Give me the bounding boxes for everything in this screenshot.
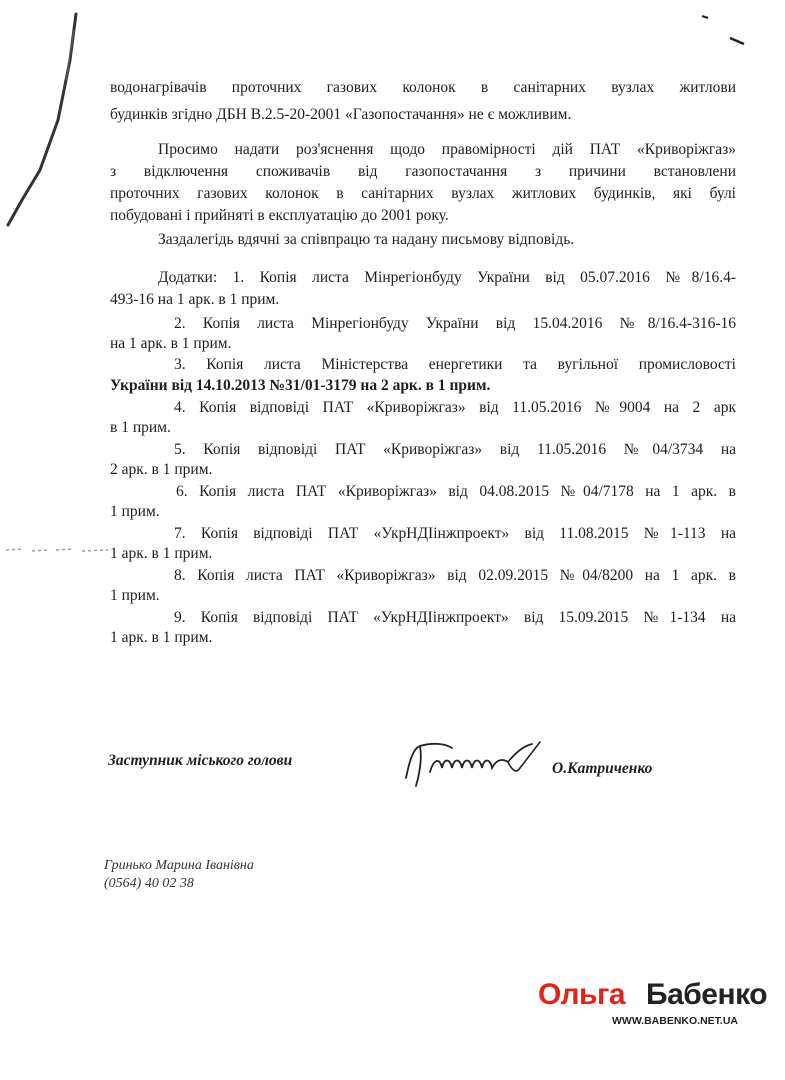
attachment-line: 2 арк. в 1 прим. bbox=[110, 461, 213, 478]
executor-phone: (0564) 40 02 38 bbox=[104, 876, 194, 891]
signer-name: О.Катриченко bbox=[552, 760, 653, 777]
attachment-line: 1 прим. bbox=[110, 587, 160, 604]
attachment-line: України від 14.10.2013 №31/01-3179 на 2 арк. в 1 прим. bbox=[110, 377, 491, 394]
attachment-line: на 1 арк. в 1 прим. bbox=[110, 335, 232, 352]
body-line: будинків згідно ДБН В.2.5-20-2001 «Газопостачання» не є можливим. bbox=[110, 106, 572, 123]
attachment-line: 1 прим. bbox=[110, 503, 160, 520]
body-line: проточних газових колонок в санітарних вузлах житлових будинків, які булі bbox=[110, 185, 736, 202]
attachment-line: 1 арк. в 1 прим. bbox=[110, 545, 213, 562]
signer-title: Заступник міського голови bbox=[108, 752, 293, 769]
attachment-line: 8. Копія листа ПАТ «Криворіжгаз» від 02.09.2015 №04/8200 на 1 арк. в bbox=[174, 567, 736, 584]
attachment-line: 9. Копія відповіді ПАТ «УкрНДІінжпроект» від 15.09.2015 №1-134 на bbox=[174, 609, 736, 626]
body-line: Заздалегідь вдячні за співпрацю та надану письмову відповідь. bbox=[158, 231, 575, 248]
attachment-line: 4. Копія відповіді ПАТ «Криворіжгаз» від 11.05.2016 №9004 на 2 арк bbox=[174, 399, 736, 416]
attachment-line: 3. Копія листа Міністерства енергетики та вугільної промисловості bbox=[174, 356, 736, 373]
corner-scan-mark bbox=[700, 8, 750, 48]
attachment-line: 493-16 на 1 арк. в 1 прим. bbox=[110, 291, 280, 308]
scan-edge-mark bbox=[0, 0, 90, 240]
attachment-line: 7. Копія відповіді ПАТ «УкрНДІінжпроект» від 11.08.2015 №1-113 на bbox=[174, 525, 736, 542]
body-line: Просимо надати роз'яснення щодо правомірності дій ПАТ «Криворіжгаз» bbox=[158, 141, 736, 158]
attachment-line: 2. Копія листа Мінрегіонбуду України від 15.04.2016 №8/16.4-316-16 bbox=[174, 315, 736, 332]
attachment-line: Додатки: 1. Копія листа Мінрегіонбуду України від 05.07.2016 №8/16.4- bbox=[158, 269, 736, 286]
watermark-name-last: Бабенко bbox=[646, 978, 768, 1011]
body-line: з відключення споживачів від газопостачання з причини встановлени bbox=[110, 163, 736, 180]
scan-noise-mark bbox=[4, 544, 114, 556]
attachment-line: в 1 прим. bbox=[110, 419, 171, 436]
handwritten-signature bbox=[400, 738, 550, 794]
attachment-line: 5. Копія відповіді ПАТ «Криворіжгаз» від 11.05.2016 №04/3734 на bbox=[174, 441, 736, 458]
body-line: побудовані і прийняті в експлуатацію до 2001 року. bbox=[110, 207, 449, 224]
attachment-line: 1 арк. в 1 прим. bbox=[110, 629, 213, 646]
watermark-url: WWW.BABENKO.NET.UA bbox=[612, 1015, 738, 1027]
attachment-line: 6. Копія листа ПАТ «Криворіжгаз» від 04.08.2015 №04/7178 на 1 арк. в bbox=[176, 483, 736, 500]
watermark-name-first: Ольга bbox=[538, 978, 626, 1011]
executor-name: Гринько Марина Іванівна bbox=[104, 858, 254, 873]
body-line: водонагрівачів проточних газових колонок в санітарних вузлах житлови bbox=[110, 79, 736, 96]
